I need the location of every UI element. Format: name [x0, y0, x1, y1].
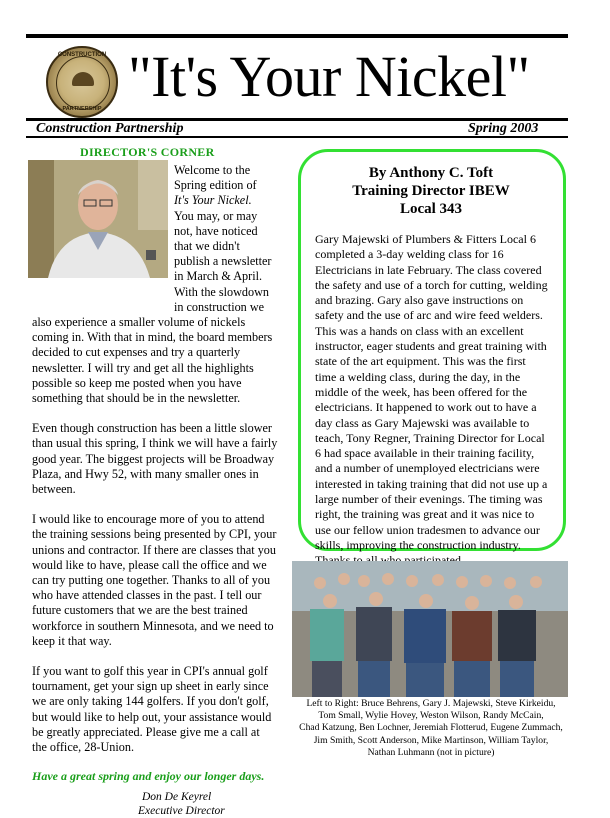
intro-line: It's Your Nickel.: [174, 193, 252, 208]
group-photo-caption: [288, 698, 574, 759]
text-line: tournament, get your sign up sheet in early since: [32, 679, 269, 694]
seal-top-text: CONSTRUCTION: [57, 52, 107, 58]
text-line: between.: [32, 482, 76, 497]
intro-line: publish a newsletter: [174, 254, 272, 269]
welding-class-group-photo: [292, 561, 568, 697]
text-line: also experience a smaller volume of nickels: [32, 315, 246, 329]
caption-line: Jim Smith, Scott Anderson, Mike Martinson, William Taylor,: [313, 734, 549, 746]
text-line: possible so keep me posted when you have: [32, 375, 242, 390]
text-line: large number of their evenings. The timing was: [315, 492, 543, 507]
text-line: teach, Tony Regner, Training Director for Local: [315, 430, 545, 445]
text-line: completed a 3-day welding class for 16: [315, 247, 504, 262]
text-line: something that should be in the newsletter.: [32, 391, 241, 406]
text-line: but would like to help out, your assistance would: [32, 709, 272, 724]
text-line: coming in. With that in mind, the board members: [32, 330, 273, 345]
byline-line: Local 343: [399, 201, 463, 217]
directors-corner-heading: DIRECTOR'S CORNER: [80, 145, 215, 159]
intro-line: Spring edition of: [174, 178, 257, 193]
intro-line: not, have noticed: [174, 223, 258, 238]
directors-corner-body: [32, 315, 294, 818]
text-line: interested in taking training that did not use up a: [315, 476, 548, 491]
caption-line: Tom Small, Wylie Hovey, Weston Wilson, Randy McCain,: [318, 710, 544, 722]
text-line: the office, 28-Union.: [32, 740, 134, 755]
paragraph-3: [32, 512, 294, 649]
text-line: future customers that we are the best trained: [32, 603, 248, 618]
text-line: time a welding class, during the day, in the: [315, 369, 521, 384]
text-line: be greatly appreciated. Please give me a call at: [32, 724, 260, 739]
text-line: and brazing. Gary also gave instructions on: [315, 293, 524, 308]
text-line: skills, improving the construction industry.: [315, 537, 521, 552]
text-line: Even though construction has been a little slower: [32, 421, 272, 436]
intro-line: that we didn't: [174, 239, 240, 254]
bottom-rule: [26, 136, 568, 138]
training-article-byline: [300, 164, 562, 218]
text-line: right, the training was great and it was nice to: [315, 507, 535, 522]
paragraph-4: [32, 664, 294, 755]
byline-line: By Anthony C. Toft: [368, 165, 494, 181]
text-line: If you want to golf this year in CPI's annual golf: [32, 664, 268, 679]
publisher-name: Construction Partnership: [36, 121, 184, 136]
construction-partnership-seal: [46, 46, 118, 118]
text-line: instructor, eager students and great training with: [315, 339, 547, 354]
signature-title: Executive Director: [138, 805, 225, 818]
text-line: workforce in southern Minnesota, and we need to: [32, 618, 274, 633]
text-line: who have attended classes in the past. I tell our: [32, 588, 262, 603]
caption-line: Left to Right: Bruce Behrens, Gary J. Majewski, Steve Kirkeidu,: [306, 698, 556, 709]
text-line: Gary Majewski of Plumbers & Fitters Local 6: [315, 232, 536, 246]
text-line: than usual this spring, I think we will have a fairly: [32, 436, 278, 451]
byline-line: Training Director IBEW: [352, 183, 510, 199]
group-photo-illustration: [292, 561, 568, 697]
text-line: This was a hands on class with an excellent: [315, 323, 524, 338]
caption-line: Chad Katzung, Ben Lochner, Jeremiah Flotterud, Eugene Zummach,: [299, 722, 563, 734]
text-line: unions and contractor. If there are classes that you: [32, 542, 276, 557]
intro-line: in March & April.: [174, 269, 263, 284]
text-line: we are only taking 144 golfers. If you don't golf,: [32, 694, 269, 709]
text-line: decided to cut expenses and try a quarterly: [32, 345, 241, 360]
text-line: state of the art equipment. This was the first: [315, 354, 526, 369]
director-photo: [28, 160, 168, 278]
text-line: use our fellow union tradesmen to advance our: [315, 522, 540, 537]
intro-line: With the slowdown: [174, 284, 269, 299]
text-line: newsletter. I will try and get all the highlights: [32, 360, 254, 375]
text-line: day class as Gary Majewski was available to: [315, 415, 530, 430]
issue-date: Spring 2003: [468, 121, 539, 136]
text-line: I would like to encourage more of you to attend: [32, 512, 265, 527]
closing-line: Have a great spring and enjoy our longer days.: [32, 769, 265, 784]
text-line: safety and the use of arc and wire feed welders.: [315, 308, 543, 323]
seal-bottom-text: PARTNERSHIP: [62, 106, 102, 112]
intro-line: in construction we: [174, 299, 265, 314]
signature-name: Don De Keyrel: [142, 791, 212, 804]
text-line: and a number of unemployed electricians were: [315, 461, 540, 476]
text-line: Plaza, and Hwy 52, with many smaller ones in: [32, 466, 259, 481]
text-line: can try putting one together. Thanks to all of you: [32, 573, 271, 588]
paragraph-1-rest: [32, 315, 294, 406]
training-article-body: [315, 232, 555, 569]
paragraph-2: [32, 421, 294, 497]
text-line: the safety and use of a torch for cutting, welding: [315, 277, 548, 292]
text-line: middle of the week, has been offered for the: [315, 384, 528, 399]
directors-corner-intro: [174, 163, 290, 315]
newsletter-title: "It's Your Nickel": [128, 44, 530, 109]
text-line: good year. The biggest projects will be Broadway: [32, 451, 275, 466]
director-portrait-illustration: [28, 160, 168, 278]
text-line: Electricians in late February. The class covered: [315, 262, 542, 277]
intro-line: You may, or may: [174, 208, 258, 223]
text-line: electricians. It happened to work out to have a: [315, 400, 537, 415]
text-line: the training sessions being presented by CPI, your: [32, 527, 277, 542]
text-line: 6 had space available in their training facility,: [315, 446, 535, 461]
text-line: keep it that way.: [32, 633, 112, 648]
intro-line: Welcome to the: [174, 163, 251, 177]
text-line: would like to have, please call the office and we: [32, 557, 267, 572]
caption-line: Nathan Luhmann (not in picture): [367, 746, 495, 758]
